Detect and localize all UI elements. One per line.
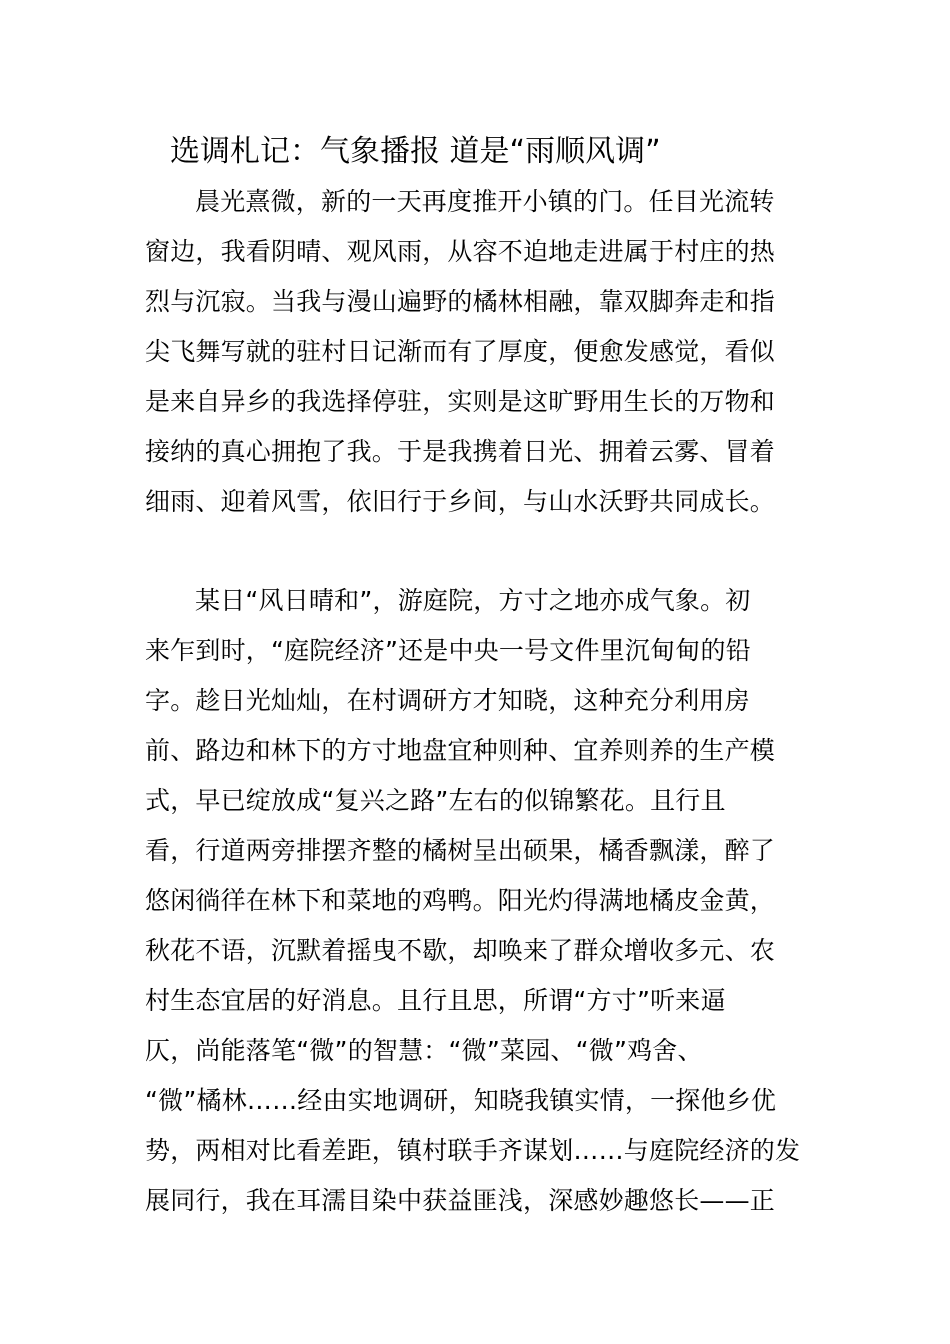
paragraph-1-line: 接纳的真心拥抱了我。于是我携着日光、拥着云雾、冒着 [145,437,776,466]
paragraph-2-line: 来乍到时，“庭院经济”还是中央一号文件里沉甸甸的铅 [145,636,751,665]
paragraph-2-line: 式，早已绽放成“复兴之路”左右的似锦繁花。且行且 [145,786,726,815]
paragraph-1-line: 细雨、迎着风雪，依旧行于乡间，与山水沃野共同成长。 [145,487,776,516]
paragraph-2-line: 展同行，我在耳濡目染中获益匪浅，深感妙趣悠长——正 [145,1186,776,1215]
paragraph-2-line: 看，行道两旁排摆齐整的橘树呈出硕果，橘香飘漾，醉了 [145,836,776,865]
paragraph-2-line: 某日“风日晴和”，游庭院，方寸之地亦成气象。初 [195,586,751,615]
paragraph-2-line: 秋花不语，沉默着摇曳不歇，却唤来了群众增收多元、农 [145,936,776,965]
paragraph-1-line: 晨光熹微，新的一天再度推开小镇的门。任目光流转 [195,187,775,216]
paragraph-1-line: 窗边，我看阴晴、观风雨，从容不迫地走进属于村庄的热 [145,237,776,266]
paragraph-2-line: 字。趁日光灿灿，在村调研方才知晓，这种充分利用房 [145,686,750,715]
paragraph-1-line: 是来自异乡的我选择停驻，实则是这旷野用生长的万物和 [145,387,776,416]
paragraph-2-line: “微”橘林……经由实地调研，知晓我镇实情，一探他乡优 [145,1086,777,1115]
paragraph-2-line: 村生态宜居的好消息。且行且思，所谓“方寸”听来逼 [145,986,726,1015]
document-title: 选调札记：气象播报 道是“雨顺风调” [170,134,661,169]
paragraph-2-line: 势，两相对比看差距，镇村联手齐谋划……与庭院经济的发 [145,1136,801,1165]
paragraph-2-line: 悠闲徜徉在林下和菜地的鸡鸭。阳光灼得满地橘皮金黄， [145,886,776,915]
paragraph-1-line: 尖飞舞写就的驻村日记渐而有了厚度，便愈发感觉，看似 [145,337,776,366]
paragraph-1-line: 烈与沉寂。当我与漫山遍野的橘林相融，靠双脚奔走和指 [145,287,776,316]
paragraph-2-line: 仄，尚能落笔“微”的智慧：“微”菜园、“微”鸡舍、 [145,1036,703,1065]
paragraph-2-line: 前、路边和林下的方寸地盘宜种则种、宜养则养的生产模 [145,736,776,765]
